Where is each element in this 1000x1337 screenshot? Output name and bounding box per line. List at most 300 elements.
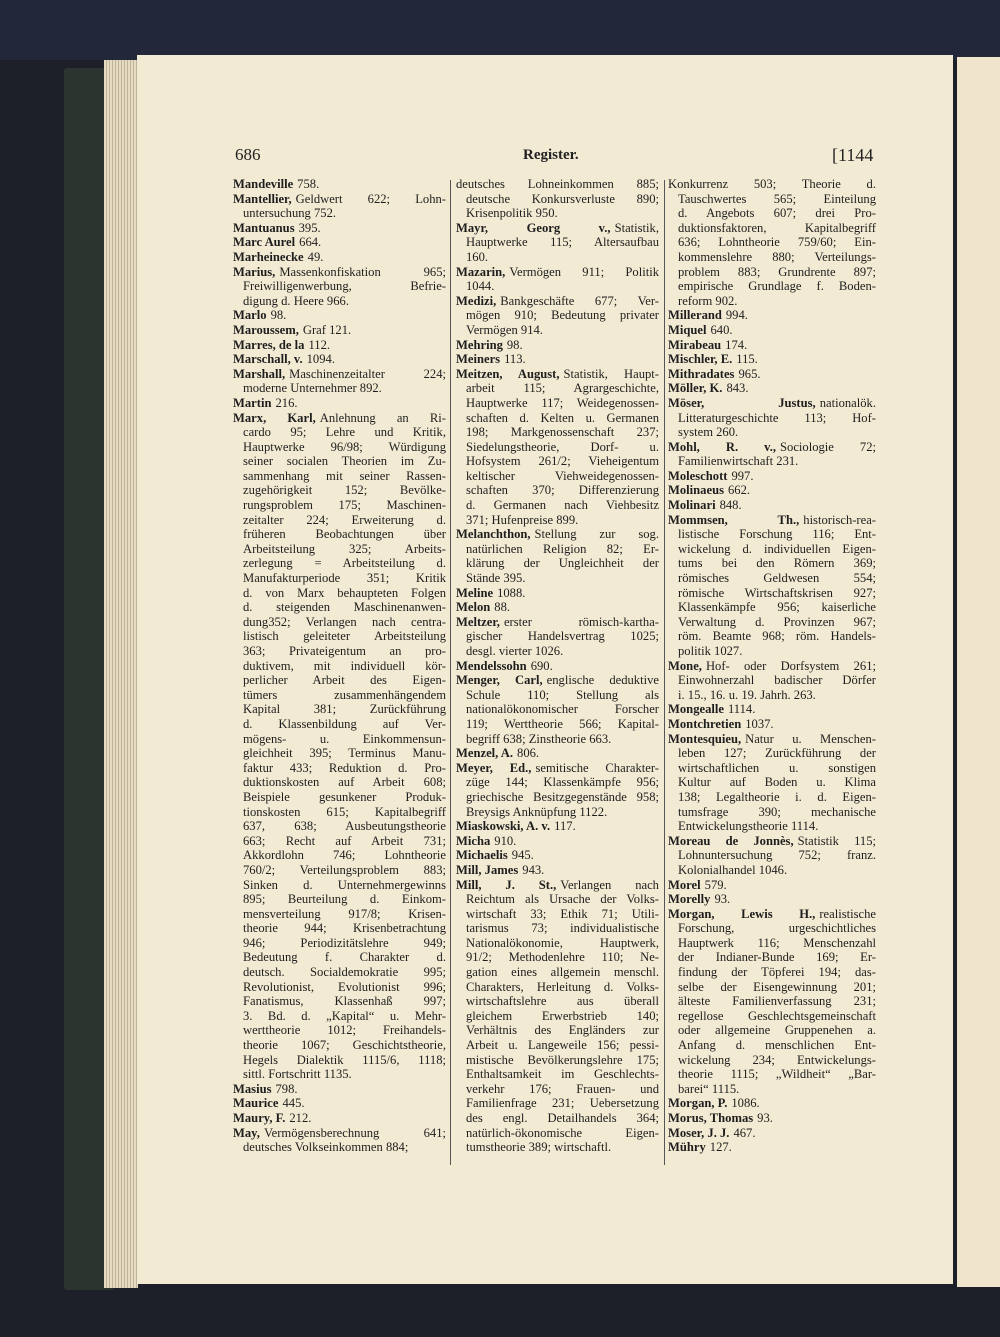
- entry-line: [668, 425, 876, 440]
- entry-text: römische Wirtschaftskrisen 927;: [678, 585, 876, 600]
- index-entry: [456, 600, 659, 615]
- entry-line: [456, 294, 659, 309]
- entry-line: [233, 235, 446, 250]
- entry-name: Morgan, Lewis H.,: [668, 906, 816, 921]
- entry-line: [668, 834, 876, 849]
- entry-text: Charakters, Herleitung d. Volks-: [466, 979, 659, 994]
- entry-text: zeitalter 224; Erweiterung d.: [243, 512, 446, 527]
- entry-line: [233, 571, 446, 586]
- entry-text: 806.: [517, 746, 540, 761]
- entry-text: Verwaltung d. Provinzen 967;: [678, 614, 876, 629]
- entry-text: 946; Periodizitätslehre 949;: [243, 935, 446, 950]
- index-entry: [233, 250, 446, 265]
- entry-name: Mandeville: [233, 177, 294, 191]
- entry-line: [668, 586, 876, 601]
- entry-text: 663; Recht auf Arbeit 731;: [243, 833, 446, 848]
- entry-text: 760/2; Verteilungsproblem 883;: [243, 862, 446, 877]
- entry-line: [456, 673, 659, 688]
- index-entry: [233, 265, 446, 309]
- entry-line: [456, 498, 659, 513]
- entry-line: [456, 221, 659, 236]
- entry-text: 445.: [282, 1096, 305, 1111]
- entry-line: [233, 746, 446, 761]
- entry-name: Melanchthon,: [456, 527, 531, 542]
- index-entry: [233, 396, 446, 411]
- column-divider: [450, 180, 451, 1165]
- entry-line: [668, 177, 876, 192]
- entry-name: Meltzer,: [456, 614, 500, 629]
- entry-line: [668, 1067, 876, 1082]
- entry-text: 848.: [719, 498, 742, 513]
- entry-line: [233, 279, 446, 294]
- entry-text: Anlehnung an Ri-: [319, 410, 446, 425]
- entry-line: [668, 235, 876, 250]
- entry-line: [456, 965, 659, 980]
- entry-name: Marc Aurel: [233, 235, 296, 250]
- entry-line: [668, 1009, 876, 1024]
- index-entry: [456, 746, 659, 761]
- entry-line: [233, 323, 446, 338]
- entry-text: wickelung 234; Entwickelungs-: [678, 1052, 876, 1067]
- entry-name: Möser, Justus,: [668, 395, 816, 410]
- entry-line: [456, 848, 659, 863]
- entry-text: listisch geleiteter Arbeitsteilung: [243, 629, 446, 644]
- entry-line: [456, 338, 659, 353]
- entry-line: [456, 250, 659, 265]
- entry-text: Hofsystem 261/2; Vieheigentum: [466, 454, 659, 469]
- entry-text: 637, 638; Ausbeutungstheorie: [243, 819, 446, 834]
- entry-text: d. Germanen nach Viehbesitz: [466, 498, 659, 513]
- entry-line: [668, 308, 876, 323]
- index-entry: [668, 323, 876, 338]
- entry-name: Meiners: [456, 352, 501, 367]
- entry-text: 113.: [504, 352, 526, 367]
- index-entry: [668, 1111, 876, 1126]
- entry-line: [456, 629, 659, 644]
- entry-line: [233, 1111, 446, 1126]
- entry-name: Mantellier,: [233, 191, 292, 206]
- entry-text: Beispiele gesunkener Produk-: [243, 789, 446, 804]
- entry-line: [456, 367, 659, 382]
- entry-text: 997.: [731, 468, 754, 483]
- entry-line: [456, 352, 659, 367]
- entry-name: Mommsen, Th.,: [668, 512, 800, 527]
- index-entry: [233, 367, 446, 396]
- entry-line: [668, 221, 876, 236]
- entry-text: Vermögensberechnung 641;: [263, 1125, 446, 1140]
- entry-text: sittl. Fortschritt 1135.: [243, 1067, 352, 1082]
- entry-line: [456, 907, 659, 922]
- entry-text: Statistik 115;: [797, 833, 876, 848]
- index-entry: [456, 352, 659, 367]
- entry-name: Morgan, P.: [668, 1096, 728, 1111]
- entry-text: Stände 395.: [466, 571, 526, 586]
- entry-text: Vermögen 914.: [466, 322, 543, 337]
- entry-text: duktivem, mit individuell kör-: [243, 658, 446, 673]
- entry-line: [233, 965, 446, 980]
- entry-line: [233, 1082, 446, 1097]
- entry-line: [233, 892, 446, 907]
- entry-text: nationalökonomischer Forscher: [466, 702, 659, 717]
- entry-line: [668, 892, 876, 907]
- entry-text: Einwohnerzahl badischer Dörfer: [678, 673, 876, 688]
- entry-line: [233, 294, 446, 309]
- entry-text: Anfang d. menschlichen Ent-: [678, 1038, 876, 1053]
- index-entry: [456, 761, 659, 819]
- entry-text: 216.: [275, 395, 298, 410]
- entry-text: früheren Beobachtungen über: [243, 527, 446, 542]
- entry-text: 93.: [714, 892, 731, 907]
- entry-name: Mithradates: [668, 366, 735, 381]
- entry-text: röm. Beamte 968; röm. Handels-: [678, 629, 876, 644]
- entry-name: Marius,: [233, 264, 276, 279]
- entry-line: [456, 921, 659, 936]
- entry-text: Revolutionist, Evolutionist 996;: [243, 979, 446, 994]
- entry-text: 636; Lohntheorie 759/60; Ein-: [678, 235, 876, 250]
- entry-text: 1044.: [466, 279, 495, 294]
- entry-text: Sociologie 72;: [780, 439, 876, 454]
- entry-text: tumstheorie 389; wirtschaftl.: [466, 1140, 612, 1155]
- entry-text: duktionskosten auf Arbeit 608;: [243, 775, 446, 790]
- entry-text: historisch-rea-: [803, 512, 876, 527]
- entry-line: [233, 192, 446, 207]
- entry-line: [668, 250, 876, 265]
- entry-text: Graf 121.: [302, 322, 352, 337]
- index-entry: [668, 483, 876, 498]
- entry-line: [233, 717, 446, 732]
- entry-name: Mantuanus: [233, 220, 295, 235]
- entry-line: [668, 819, 876, 834]
- entry-line: [233, 775, 446, 790]
- entry-line: [456, 192, 659, 207]
- entry-line: [668, 746, 876, 761]
- entry-name: Meyer, Ed.,: [456, 760, 532, 775]
- entry-line: [456, 1067, 659, 1082]
- entry-text: 49.: [307, 249, 324, 264]
- entry-text: realistische: [819, 906, 876, 921]
- entry-line: [233, 834, 446, 849]
- entry-line: [233, 878, 446, 893]
- entry-text: Statistik,: [614, 220, 659, 235]
- entry-line: [233, 950, 446, 965]
- page-edges: [104, 60, 138, 1288]
- entry-line: [456, 775, 659, 790]
- entry-text: deutsches Volkseinkommen 884;: [243, 1140, 409, 1155]
- entry-line: [456, 1009, 659, 1024]
- entry-line: [456, 571, 659, 586]
- entry-text: Familienwirtschaft 231.: [678, 454, 799, 469]
- entry-line: [668, 1126, 876, 1141]
- entry-text: 1094.: [306, 352, 335, 367]
- entry-text: untersuchung 752.: [243, 206, 337, 221]
- entry-line: [456, 381, 659, 396]
- entry-text: Manufakturperiode 351; Kritik: [243, 571, 446, 586]
- entry-text: theorie 1067; Geschichtstheorie,: [243, 1038, 446, 1053]
- entry-line: [668, 980, 876, 995]
- entry-name: Mendelssohn: [456, 658, 527, 673]
- entry-text: oder allgemeine Gruppenehen a.: [678, 1023, 876, 1038]
- entry-name: Maurice: [233, 1096, 279, 1111]
- entry-text: duktionsfaktoren, Kapitalbegriff: [678, 220, 876, 235]
- entry-line: [233, 1126, 446, 1141]
- entry-text: Fanatismus, Klassenhaß 997;: [243, 994, 446, 1009]
- entry-text: 93.: [757, 1111, 773, 1125]
- entry-text: Kolonialhandel 1046.: [678, 862, 788, 877]
- entry-line: [456, 746, 659, 761]
- entry-name: Michaelis: [456, 848, 508, 863]
- entry-text: Enthaltsamkeit im Geschlechts-: [466, 1067, 659, 1082]
- entry-line: [456, 717, 659, 732]
- entry-text: 895; Beurteilung d. Einkom-: [243, 892, 446, 907]
- entry-name: Maury, F.: [233, 1111, 286, 1125]
- entry-text: Litteraturgeschichte 113; Hof-: [678, 410, 876, 425]
- entry-line: [233, 615, 446, 630]
- page-number: 686: [235, 145, 261, 164]
- entry-line: [456, 805, 659, 820]
- entry-line: [668, 936, 876, 951]
- entry-line: [668, 1082, 876, 1097]
- entry-text: Nationalökonomie, Hauptwerk,: [466, 935, 659, 950]
- entry-line: [456, 411, 659, 426]
- entry-line: [233, 250, 446, 265]
- entry-text: 3. Bd. d. „Kapital“ u. Mehr-: [243, 1008, 446, 1023]
- entry-line: [456, 1126, 659, 1141]
- entry-line: [456, 790, 659, 805]
- entry-line: [668, 454, 876, 469]
- entry-name: Mayr, Georg v.,: [456, 220, 611, 235]
- entry-line: [456, 308, 659, 323]
- entry-line: [456, 1038, 659, 1053]
- entry-name: Menger, Carl,: [456, 673, 543, 688]
- entry-text: arbeit 115; Agrargeschichte,: [466, 381, 659, 396]
- index-entry: [668, 892, 876, 907]
- entry-line: [233, 863, 446, 878]
- entry-text: Klassenkämpfe 956; kaiserliche: [678, 600, 876, 615]
- entry-text: Bedeutung f. Charakter d.: [243, 950, 446, 965]
- entry-text: d. steigenden Maschinenanwen-: [243, 600, 446, 615]
- entry-text: 798.: [275, 1081, 298, 1096]
- entry-text: gleichheit 395; Terminus Manu-: [243, 746, 446, 761]
- running-title: Register.: [523, 147, 579, 163]
- entry-line: [668, 323, 876, 338]
- index-entry: [668, 352, 876, 367]
- entry-line: [668, 673, 876, 688]
- entry-text: natürlichen Religion 82; Er-: [466, 541, 659, 556]
- entry-text: 160.: [466, 249, 489, 264]
- entry-text: züge 144; Klassenkämpfe 956;: [466, 775, 659, 790]
- index-entry: [668, 469, 876, 484]
- entry-name: Mirabeau: [668, 337, 722, 352]
- entry-text: 965.: [738, 366, 761, 381]
- entry-line: [233, 1096, 446, 1111]
- index-entry: [456, 615, 659, 659]
- index-entry: [668, 1140, 876, 1155]
- entry-line: [668, 192, 876, 207]
- entry-line: [668, 1096, 876, 1111]
- entry-line: [456, 483, 659, 498]
- entry-line: [668, 863, 876, 878]
- entry-text: 88.: [494, 600, 511, 615]
- index-entry: [456, 265, 659, 294]
- entry-line: [668, 1023, 876, 1038]
- entry-line: [233, 1038, 446, 1053]
- entry-line: [456, 396, 659, 411]
- entry-line: [456, 425, 659, 440]
- entry-text: Hauptwerke 96/98; Würdigung: [243, 439, 446, 454]
- entry-line: [668, 600, 876, 615]
- entry-line: [456, 819, 659, 834]
- entry-line: [233, 556, 446, 571]
- entry-text: 138; Legaltheorie i. d. Eigen-: [678, 789, 876, 804]
- entry-line: [668, 790, 876, 805]
- facing-page-edge: [957, 57, 1000, 1287]
- entry-line: [456, 761, 659, 776]
- entry-name: Mill, James: [456, 862, 519, 877]
- entry-text: wirtschaftlichen u. sonstigen: [678, 760, 876, 775]
- entry-line: [668, 761, 876, 776]
- entry-line: [668, 498, 876, 513]
- entry-line: [233, 396, 446, 411]
- entry-text: moderne Unternehmer 892.: [243, 381, 382, 396]
- entry-text: englische deduktive: [546, 673, 659, 688]
- entry-text: Hegels Dialektik 1115/6, 1118;: [243, 1052, 446, 1067]
- entry-text: 174.: [725, 337, 748, 352]
- entry-name: Marx, Karl,: [233, 410, 316, 425]
- entry-line: [668, 411, 876, 426]
- index-column-3: [668, 177, 876, 1155]
- entry-name: Montesquieu,: [668, 731, 742, 746]
- entry-line: [668, 513, 876, 528]
- entry-text: Schule 110; Stellung als: [466, 687, 659, 702]
- entry-line: [456, 659, 659, 674]
- index-entry: [456, 659, 659, 674]
- index-entry: [456, 848, 659, 863]
- entry-text: mögen 910; Bedeutung privater: [466, 308, 659, 323]
- entry-line: [233, 411, 446, 426]
- entry-text: Stellung zur sog.: [534, 527, 659, 542]
- entry-name: Mischler, E.: [668, 352, 733, 367]
- entry-line: [668, 688, 876, 703]
- entry-text: desgl. vierter 1026.: [466, 644, 564, 658]
- entry-line: [456, 454, 659, 469]
- entry-text: 91/2; Methodenlehre 110; Ne-: [466, 950, 659, 965]
- entry-text: i. 15., 16. u. 19. Jahrh. 263.: [678, 687, 816, 702]
- entry-text: 910.: [494, 833, 517, 848]
- entry-line: [233, 440, 446, 455]
- entry-line: [668, 848, 876, 863]
- index-entry: [668, 659, 876, 703]
- entry-text: Geldwert 622; Lohn-: [295, 191, 446, 206]
- entry-line: [233, 206, 446, 221]
- entry-line: [668, 483, 876, 498]
- column-divider: [664, 180, 665, 1165]
- entry-text: Hof- oder Dorfsystem 261;: [705, 658, 876, 673]
- entry-text: des engl. Detailhandels 364;: [466, 1111, 659, 1125]
- entry-line: [456, 527, 659, 542]
- index-entry: [233, 1111, 446, 1126]
- entry-line: [233, 381, 446, 396]
- entry-text: werttheorie 1012; Freihandels-: [243, 1023, 446, 1038]
- entry-name: May,: [233, 1125, 260, 1140]
- entry-line: [668, 659, 876, 674]
- entry-text: barei“ 1115.: [678, 1081, 740, 1096]
- entry-text: 758.: [297, 177, 320, 191]
- entry-line: [456, 878, 659, 893]
- entry-line: [668, 805, 876, 820]
- entry-text: Breysigs Anknüpfung 1122.: [466, 804, 608, 819]
- entry-line: [668, 294, 876, 309]
- index-entry: [233, 1096, 446, 1111]
- index-entry: [233, 177, 446, 192]
- entry-line: [233, 586, 446, 601]
- entry-text: Konkurrenz 503; Theorie d.: [668, 177, 876, 191]
- entry-text: Reichtum als Ursache der Volks-: [466, 892, 659, 907]
- entry-text: Akkordlohn 746; Lohntheorie: [243, 848, 446, 863]
- index-entry: [456, 586, 659, 601]
- entry-name: Morelly: [668, 892, 711, 907]
- entry-line: [233, 761, 446, 776]
- entry-text: faktur 433; Reduktion d. Pro-: [243, 760, 446, 775]
- entry-text: Arbeitsteilung 325; Arbeits-: [243, 541, 446, 556]
- entry-text: Forschung, urgeschichtliches: [678, 921, 876, 936]
- entry-text: sammenhang mit seiner Rassen-: [243, 468, 446, 483]
- entry-line: [233, 513, 446, 528]
- entry-line: [233, 425, 446, 440]
- entry-line: [233, 644, 446, 659]
- index-entry: [456, 673, 659, 746]
- entry-line: [456, 586, 659, 601]
- entry-name: Medizi,: [456, 293, 497, 308]
- entry-text: Entwickelungstheorie 1114.: [678, 819, 819, 834]
- entry-name: Mone,: [668, 658, 702, 673]
- entry-line: [233, 1009, 446, 1024]
- entry-text: 690.: [530, 658, 553, 673]
- entry-text: 467.: [733, 1125, 756, 1140]
- index-entry: [456, 367, 659, 528]
- entry-line: [668, 556, 876, 571]
- index-entry: [456, 294, 659, 338]
- entry-text: tionskosten 615; Kapitalbegriff: [243, 804, 446, 819]
- entry-text: 395.: [298, 220, 321, 235]
- entry-text: wickelung d. individuellen Eigen-: [678, 541, 876, 556]
- entry-text: Krisenpolitik 950.: [466, 206, 558, 221]
- entry-text: theorie 944; Krisenbetrachtung: [243, 921, 446, 936]
- entry-line: [456, 323, 659, 338]
- index-entry: [233, 221, 446, 236]
- entry-line: [668, 994, 876, 1009]
- entry-line: [456, 235, 659, 250]
- entry-text: 127.: [709, 1140, 732, 1155]
- index-entry: [668, 177, 876, 308]
- entry-text: leben 127; Zurückführung der: [678, 746, 876, 761]
- entry-line: [456, 702, 659, 717]
- entry-text: listische Forschung 116; Ent-: [678, 527, 876, 542]
- entry-text: politik 1027.: [678, 644, 743, 658]
- entry-line: [668, 571, 876, 586]
- entry-line: [233, 688, 446, 703]
- entry-line: [668, 469, 876, 484]
- entry-text: klärung der Ungleichheit der: [466, 556, 659, 571]
- entry-name: Molinaeus: [668, 483, 724, 498]
- entry-line: [668, 1140, 876, 1155]
- entry-text: selbe der Eisengewinnung 201;: [678, 979, 876, 994]
- entry-text: zugehörigkeit 152; Bevölke-: [243, 483, 446, 498]
- entry-line: [668, 352, 876, 367]
- entry-line: [233, 1053, 446, 1068]
- index-entry: [456, 338, 659, 353]
- entry-text: perlicher Arbeit des Eigen-: [243, 673, 446, 688]
- entry-line: [233, 702, 446, 717]
